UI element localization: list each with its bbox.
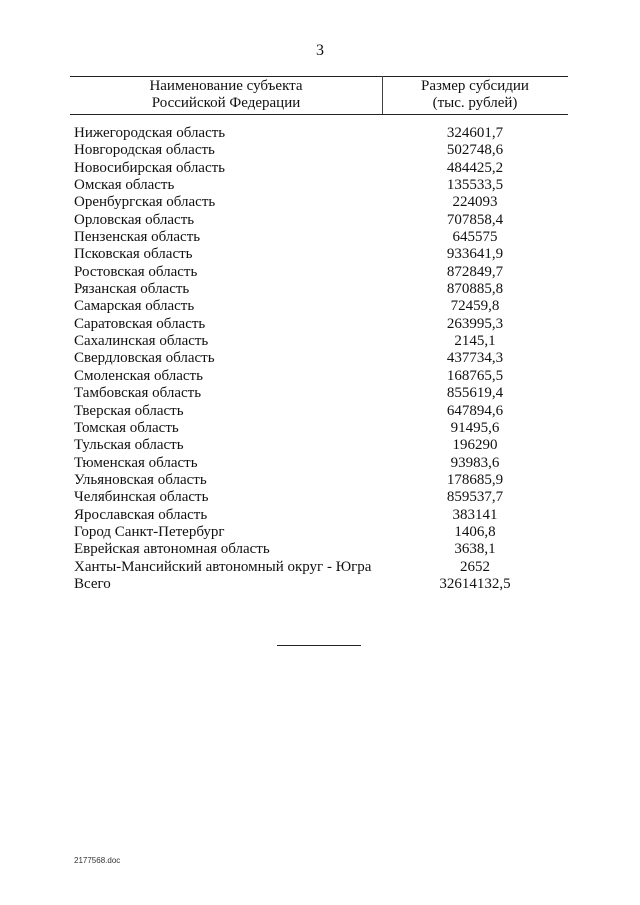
table-row <box>0 403 640 420</box>
region-name: Ярославская область <box>74 506 208 523</box>
table-row <box>0 160 640 177</box>
subsidy-amount: 872849,7 <box>446 263 504 280</box>
subsidy-amount: 437734,3 <box>446 350 504 367</box>
subsidy-amount: 647894,6 <box>446 402 504 419</box>
table-row <box>0 264 640 281</box>
table-row <box>0 281 640 298</box>
header-amount-line-1: Размер субсидии <box>421 78 529 94</box>
subsidy-amount: 324601,7 <box>446 125 504 141</box>
table-row <box>0 472 640 489</box>
table-row <box>0 125 640 142</box>
subsidy-amount: 72459,8 <box>450 298 500 315</box>
region-name: Свердловская область <box>74 350 215 367</box>
region-name: Ульяновская область <box>74 471 207 488</box>
table-row <box>0 142 640 159</box>
region-name: Город Санкт-Петербург <box>74 523 225 540</box>
region-name: Смоленская область <box>74 367 203 384</box>
footer-file-name: 2177568.doc <box>74 856 121 865</box>
subsidy-amount: 383141 <box>452 506 498 523</box>
table-row <box>0 194 640 211</box>
region-name: Томская область <box>74 419 179 436</box>
table-row <box>0 576 640 593</box>
table-row <box>0 507 640 524</box>
region-name: Тюменская область <box>74 454 198 471</box>
table-row <box>0 524 640 541</box>
subsidy-amount: 859537,7 <box>446 489 504 506</box>
table-row <box>0 333 640 350</box>
region-name: Омская область <box>74 177 175 194</box>
region-name: Псковская область <box>74 246 193 263</box>
table-row <box>0 385 640 402</box>
subsidy-amount: 263995,3 <box>446 315 504 332</box>
subsidy-amount: 933641,9 <box>446 246 504 263</box>
subsidy-amount: 135533,5 <box>446 177 504 194</box>
subsidy-amount: 178685,9 <box>446 471 504 488</box>
region-name: Нижегородская область <box>74 125 226 141</box>
subsidy-amount: 91495,6 <box>450 419 500 436</box>
subsidy-amount: 3638,1 <box>454 541 496 558</box>
region-name: Рязанская область <box>74 281 190 298</box>
region-name: Ханты-Мансийский автономный округ - Югра <box>74 558 372 575</box>
subsidy-amount: 1406,8 <box>454 523 496 540</box>
header-amount-column <box>382 78 568 112</box>
subsidy-amount: 707858,4 <box>446 211 504 228</box>
region-name: Всего <box>74 575 111 592</box>
table-row <box>0 316 640 333</box>
header-name-line-2: Российской Федерации <box>151 95 301 111</box>
header-name-line-1: Наименование субъекта <box>149 78 303 94</box>
table-row <box>0 350 640 367</box>
subsidy-amount: 224093 <box>452 194 498 211</box>
region-name: Самарская область <box>74 298 195 315</box>
region-name: Новгородская область <box>74 142 215 159</box>
region-name: Новосибирская область <box>74 159 226 176</box>
page-number: 3 <box>316 42 324 59</box>
table-row <box>0 437 640 454</box>
region-name: Тамбовская область <box>74 385 202 402</box>
subsidy-amount: 196290 <box>452 437 498 454</box>
table-row <box>0 298 640 315</box>
subsidy-amount: 2652 <box>460 558 490 575</box>
table-row <box>0 368 640 385</box>
table-row <box>0 229 640 246</box>
table-row <box>0 177 640 194</box>
table-row <box>0 212 640 229</box>
subsidy-amount: 32614132,5 <box>439 575 511 592</box>
header-amount-line-2: (тыс. рублей) <box>432 95 518 111</box>
subsidy-amount: 870885,8 <box>446 281 504 298</box>
table-row <box>0 246 640 263</box>
region-name: Еврейская автономная область <box>74 541 270 558</box>
table-top-rule <box>70 76 568 77</box>
region-name: Пензенская область <box>74 229 201 246</box>
region-name: Ростовская область <box>74 263 198 280</box>
region-name: Тульская область <box>74 437 184 454</box>
table-header-bottom-rule <box>70 114 568 115</box>
region-name: Челябинская область <box>74 489 209 506</box>
subsidy-amount: 93983,6 <box>450 454 500 471</box>
table-row <box>0 455 640 472</box>
subsidy-amount: 168765,5 <box>446 367 504 384</box>
header-name-column <box>70 78 382 112</box>
subsidy-table-body <box>0 125 640 593</box>
subsidy-amount: 645575 <box>452 229 498 246</box>
table-row <box>0 489 640 506</box>
table-row <box>0 420 640 437</box>
region-name: Саратовская область <box>74 315 206 332</box>
region-name: Оренбургская область <box>74 194 216 211</box>
region-name: Тверская область <box>74 402 184 419</box>
subsidy-amount: 484425,2 <box>446 159 504 176</box>
region-name: Сахалинская область <box>74 333 209 350</box>
region-name: Орловская область <box>74 211 195 228</box>
subsidy-amount: 502748,6 <box>446 142 504 159</box>
table-row <box>0 559 640 576</box>
subsidy-amount: 2145,1 <box>454 333 496 350</box>
table-row <box>0 541 640 558</box>
end-of-table-rule <box>277 645 361 646</box>
subsidy-amount: 855619,4 <box>446 385 504 402</box>
